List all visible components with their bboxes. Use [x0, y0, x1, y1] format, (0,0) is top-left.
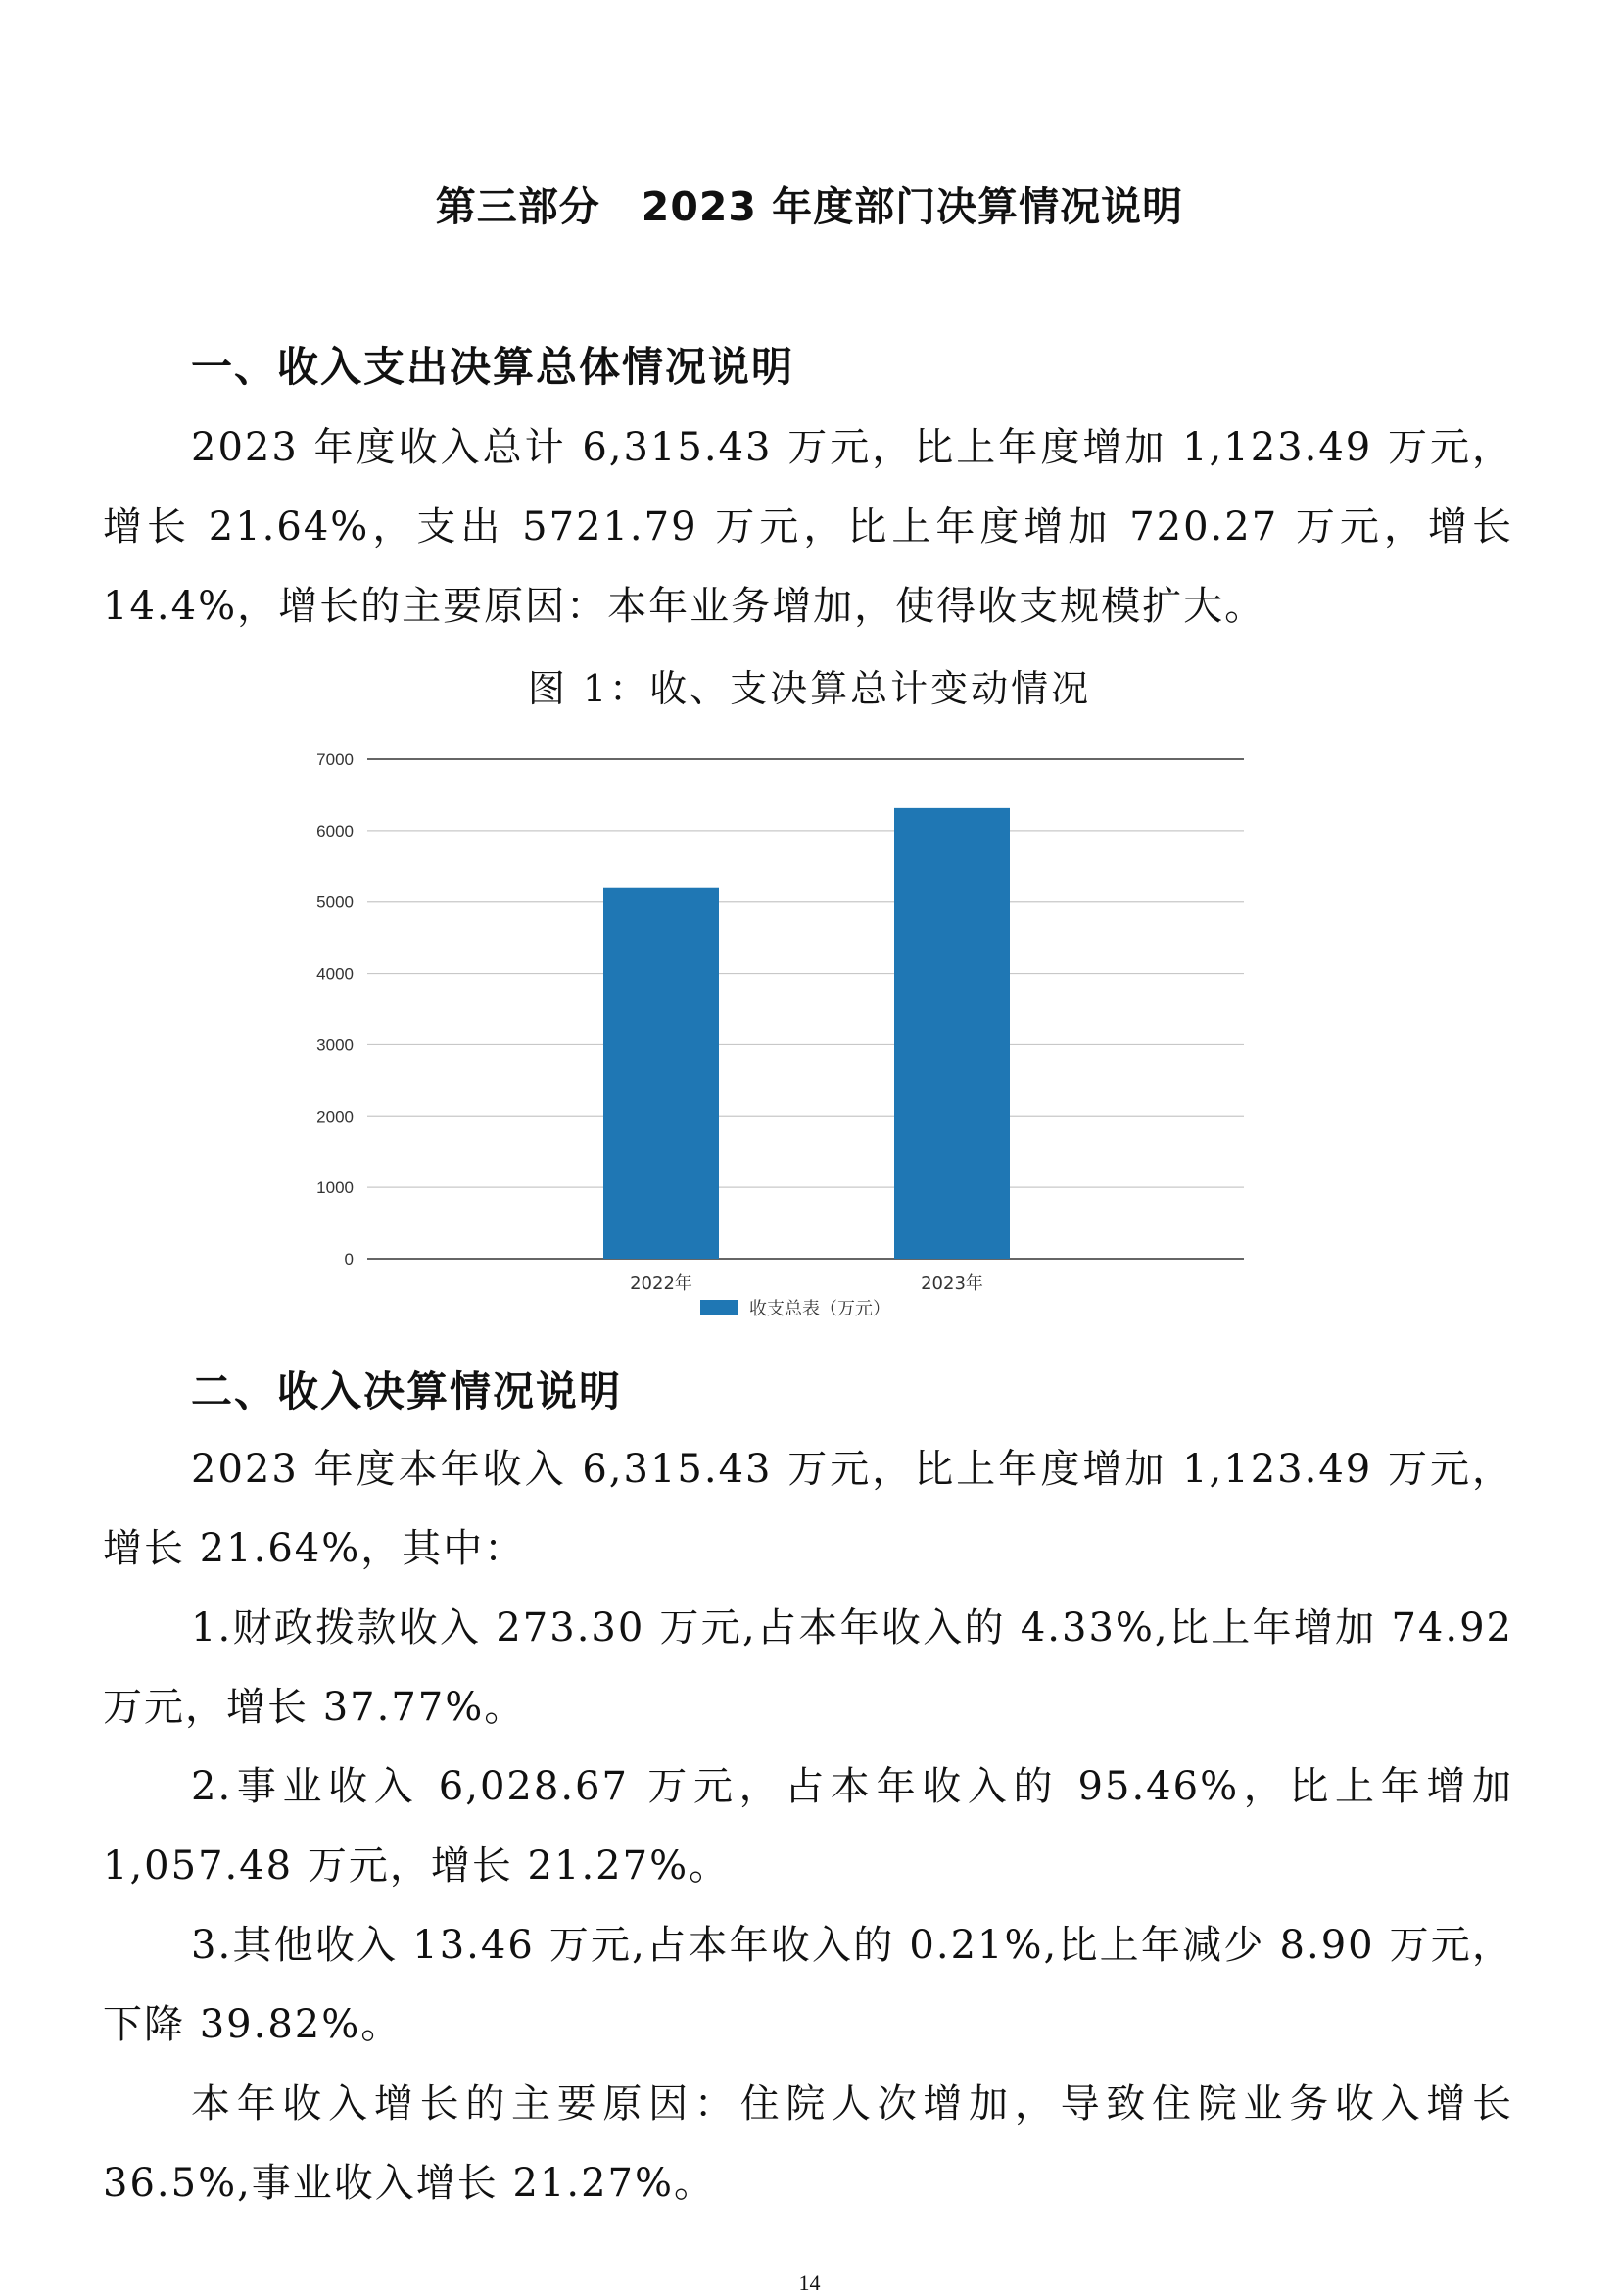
y-tick-label: 7000 — [316, 750, 354, 769]
y-tick-label: 4000 — [316, 964, 354, 983]
section2-paragraph-reason: 本年收入增长的主要原因：住院人次增加，导致住院业务收入增长 36.5%,事业收入增长 21.27%。 — [103, 2081, 1513, 2206]
section1-heading: 一、收入支出决算总体情况说明 — [191, 343, 795, 391]
y-tick-label: 1000 — [316, 1178, 354, 1198]
bar — [603, 888, 719, 1259]
legend-label: 收支总表（万元） — [749, 1299, 890, 1319]
page-number: 14 — [798, 2271, 821, 2295]
legend-swatch — [700, 1300, 738, 1315]
chart-svg — [294, 735, 1273, 1332]
section2-paragraph-other: 3.其他收入 13.46 万元,占本年收入的 0.21%,比上年减少 8.90 万元，下降 39.82%。 — [103, 1923, 1513, 2047]
x-tick-label: 2022年 — [630, 1273, 692, 1294]
y-tick-label: 3000 — [316, 1035, 354, 1055]
y-tick-label: 5000 — [316, 892, 354, 912]
section1-paragraph: 2023 年度收入总计 6,315.43 万元，比上年度增加 1,123.49 万元，增长 21.64%，支出 5721.79 万元，比上年度增加 720.27 万元，增长 14.4%，增长的主要原因：本年业务增加，使得收支规模扩大。 — [103, 425, 1513, 629]
section2-paragraph-business: 2.事业收入 6,028.67 万元，占本年收入的 95.46%，比上年增加 1,057.48 万元，增长 21.27%。 — [103, 1764, 1513, 1889]
section2-paragraph-fiscal: 1.财政拨款收入 273.30 万元,占本年收入的 4.33%,比上年增加 74.92 万元，增长 37.77%。 — [103, 1605, 1513, 1730]
bar — [894, 808, 1010, 1259]
x-tick-label: 2023年 — [921, 1273, 983, 1294]
y-tick-label: 0 — [344, 1250, 354, 1268]
figure-caption: 图 1：收、支决算总计变动情况 — [527, 667, 1092, 710]
section2-paragraph-intro: 2023 年度本年收入 6,315.43 万元，比上年度增加 1,123.49 万元，增长 21.64%，其中： — [103, 1447, 1513, 1571]
y-tick-label: 2000 — [316, 1107, 354, 1126]
section2-heading: 二、收入决算情况说明 — [191, 1367, 623, 1415]
income-expense-bar-chart — [294, 735, 1273, 1332]
y-tick-label: 6000 — [316, 821, 354, 840]
page-title: 第三部分 2023 年度部门决算情况说明 — [435, 183, 1184, 230]
